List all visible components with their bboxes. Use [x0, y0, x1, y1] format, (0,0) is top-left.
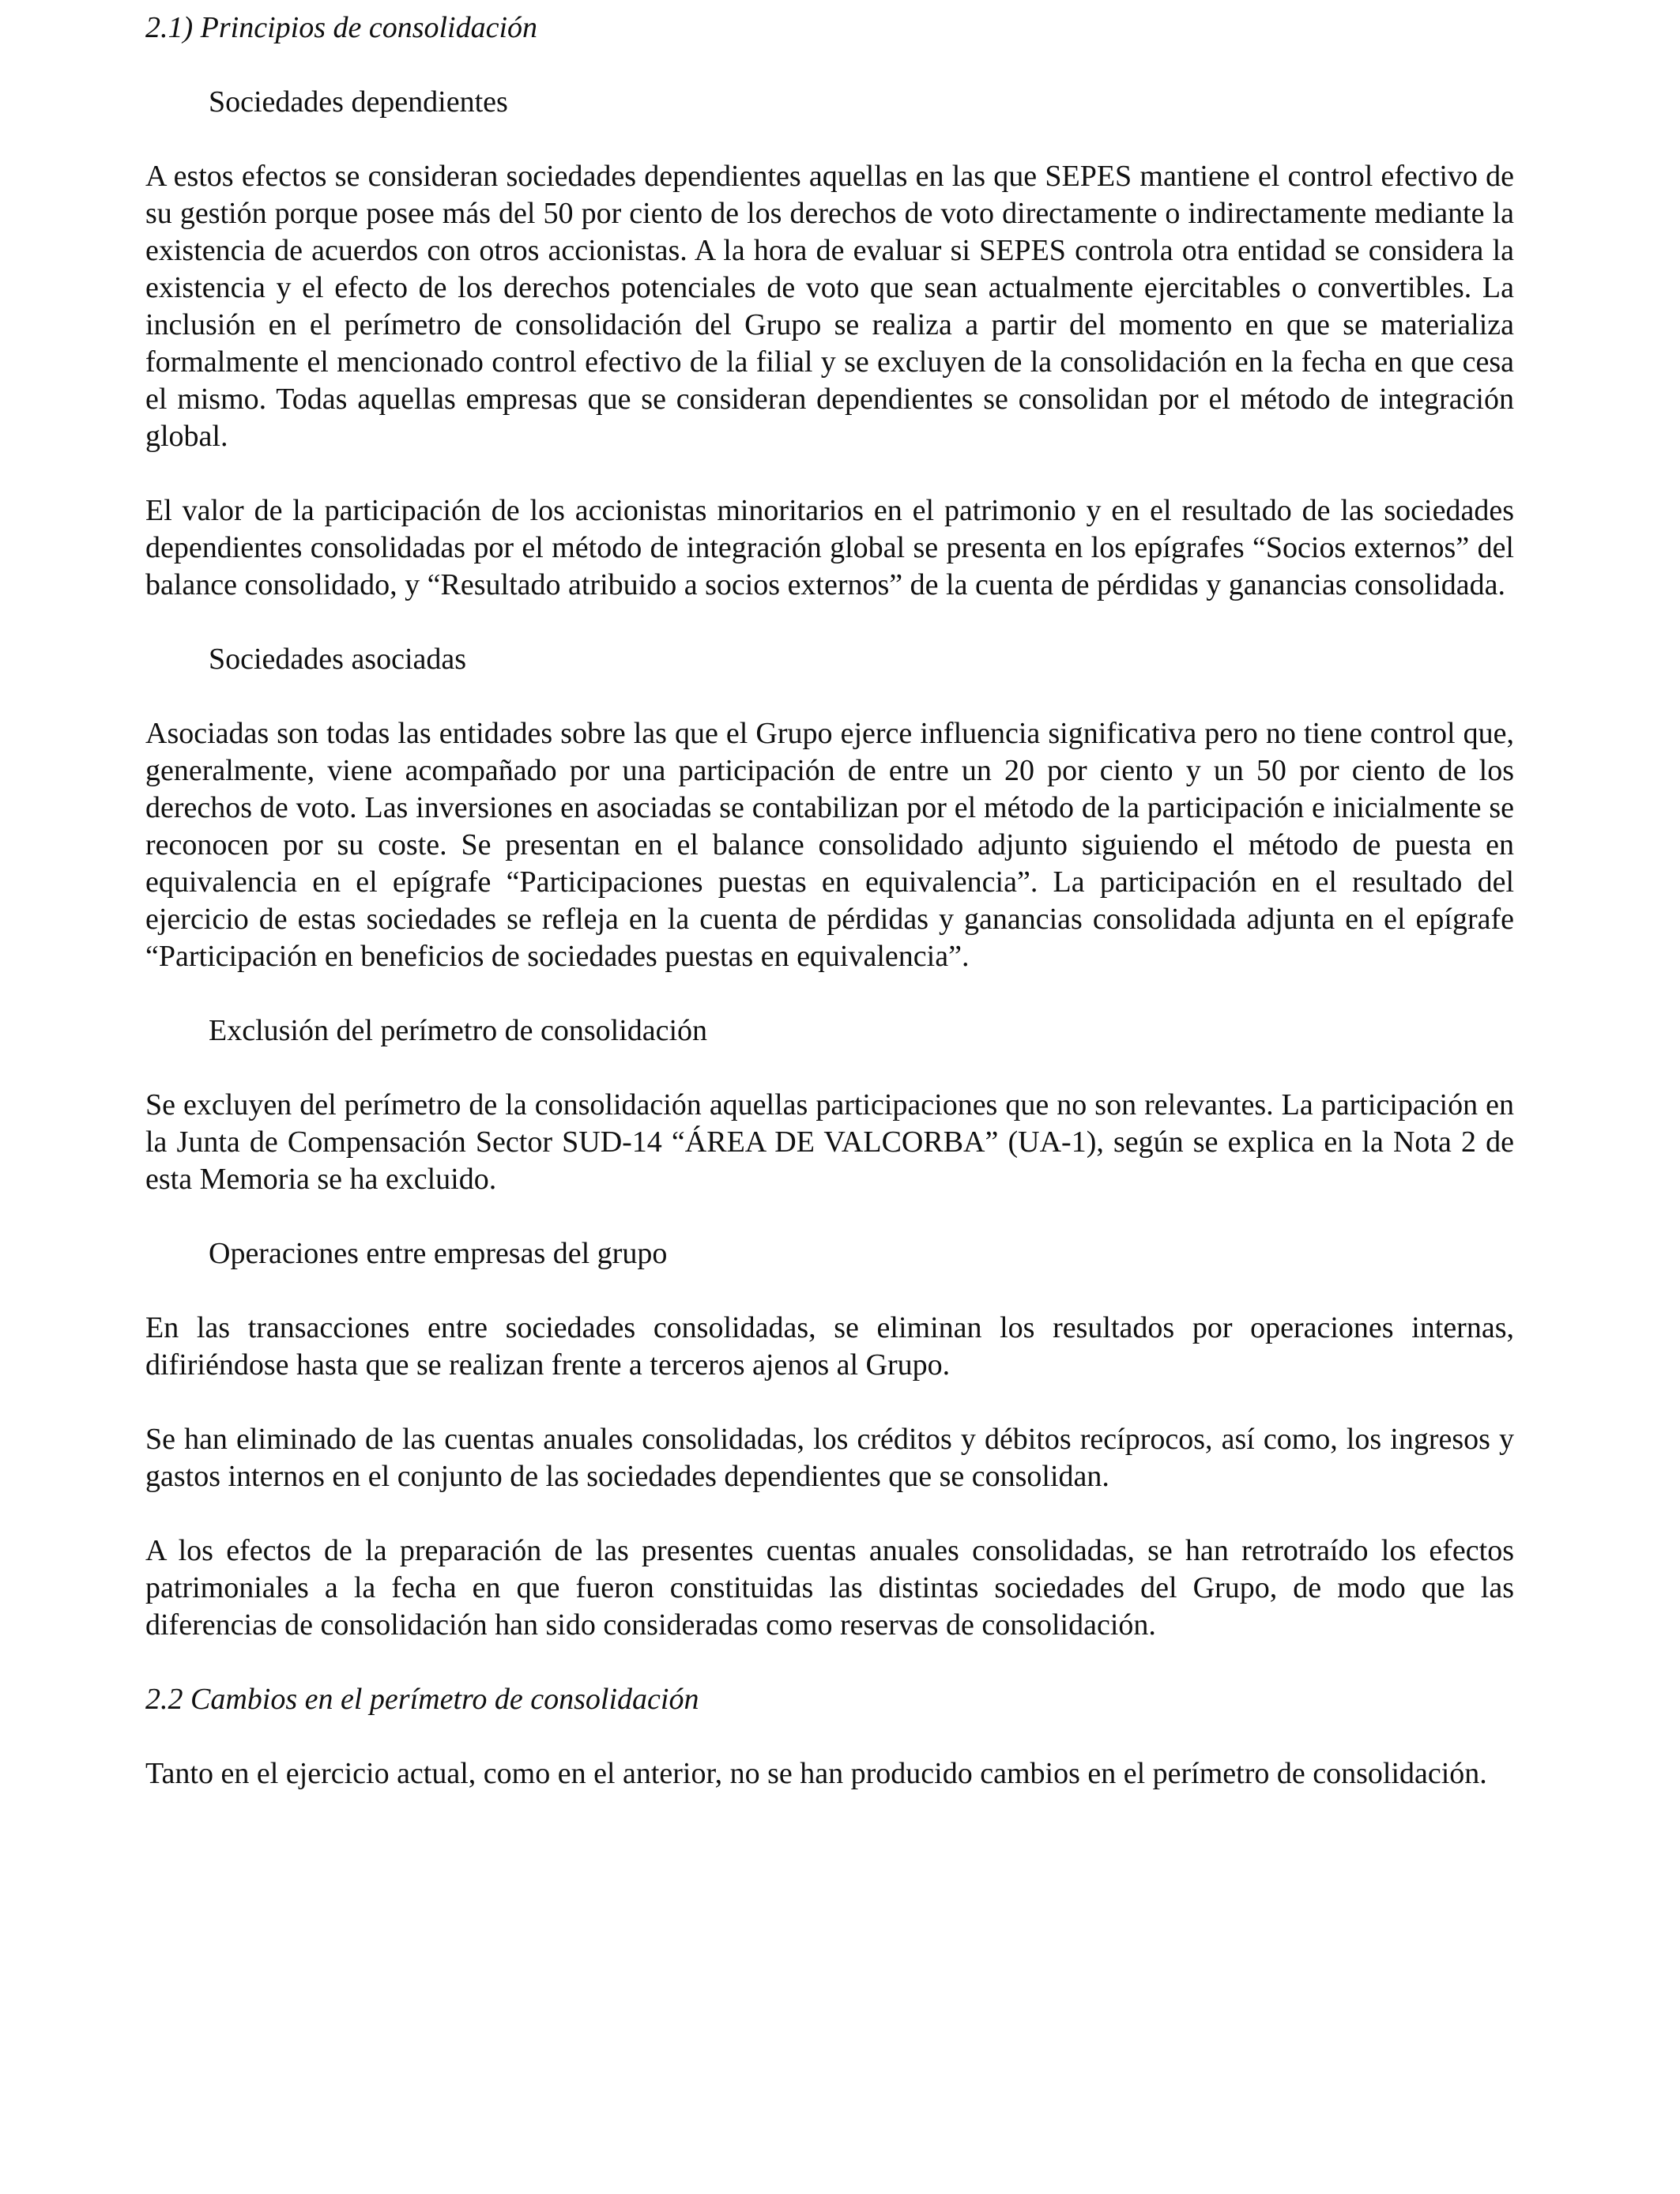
subheading-sociedades-asociadas: Sociedades asociadas — [209, 643, 467, 676]
paragraph-exclusion: Se excluyen del perímetro de la consolidación aquellas participaciones que no son relevantes. La participación en la Junta de Compensación Sector SUD-14 “ÁREA DE VALCORBA” (UA-1), según se explica en la Nota 2 de esta Memoria se ha excluido. — [145, 1088, 1514, 1196]
section-title-principios: 2.1) Principios de consolidación — [145, 11, 538, 44]
subheading-sociedades-dependientes: Sociedades dependientes — [209, 85, 508, 119]
document-page — [145, 0, 1514, 1793]
section-title-cambios-perimetro: 2.2 Cambios en el perímetro de consolidación — [145, 1683, 699, 1716]
paragraph-socios-externos: El valor de la participación de los accionistas minoritarios en el patrimonio y en el resultado de las sociedades dependientes consolidadas por el método de integración global se presenta en los epígrafes “Socios externos” del balance consolidado, y “Resultado atribuido a socios externos” de la cuenta de pérdidas y ganancias consolidada. — [145, 494, 1514, 601]
subheading-operaciones-grupo: Operaciones entre empresas del grupo — [209, 1237, 668, 1270]
subheading-exclusion-perimetro: Exclusión del perímetro de consolidación — [209, 1014, 708, 1047]
paragraph-efectos-patrimoniales: A los efectos de la preparación de las presentes cuentas anuales consolidadas, se han retrotraído los efectos patrimoniales a la fecha en que fueron constituidas las distintas sociedades del Grupo, de modo que las diferencias de consolidación han sido consideradas como reservas de consolidación. — [145, 1534, 1514, 1642]
paragraph-cambios: Tanto en el ejercicio actual, como en el anterior, no se han producido cambios en el perímetro de consolidación. — [145, 1757, 1487, 1790]
paragraph-transacciones: En las transacciones entre sociedades consolidadas, se eliminan los resultados por operaciones internas, difiriéndose hasta que se realizan frente a terceros ajenos al Grupo. — [145, 1311, 1514, 1382]
paragraph-creditos-debitos: Se han eliminado de las cuentas anuales consolidadas, los créditos y débitos recíprocos, así como, los ingresos y gastos internos en el conjunto de las sociedades dependientes que se consolidan. — [145, 1423, 1514, 1493]
paragraph-asociadas: Asociadas son todas las entidades sobre las que el Grupo ejerce influencia significativa pero no tiene control que, generalmente, viene acompañado por una participación de entre un 20 por ciento y un 50 por ciento de los derechos de voto. Las inversiones en asociadas se contabilizan por el método de la participación e inicialmente se reconocen por su coste. Se presentan en el balance consolidado adjunto siguiendo el método de puesta en equivalencia en el epígrafe “Participaciones puestas en equivalencia”. La participación en el resultado del ejercicio de estas sociedades se refleja en la cuenta de pérdidas y ganancias consolidada adjunta en el epígrafe “Participación en beneficios de sociedades puestas en equivalencia”. — [145, 717, 1514, 973]
paragraph-dependientes-definicion: A estos efectos se consideran sociedades dependientes aquellas en las que SEPES mantiene el control efectivo de su gestión porque posee más del 50 por ciento de los derechos de voto directamente o indirectamente mediante la existencia de acuerdos con otros accionistas. A la hora de evaluar si SEPES controla otra entidad se considera la existencia y el efecto de los derechos potenciales de voto que sean actualmente ejercitables o convertibles. La inclusión en el perímetro de consolidación del Grupo se realiza a partir del momento en que se materializa formalmente el mencionado control efectivo de la filial y se excluyen de la consolidación en la fecha en que cesa el mismo. Todas aquellas empresas que se consideran dependientes se consolidan por el método de integración global. — [145, 160, 1514, 453]
